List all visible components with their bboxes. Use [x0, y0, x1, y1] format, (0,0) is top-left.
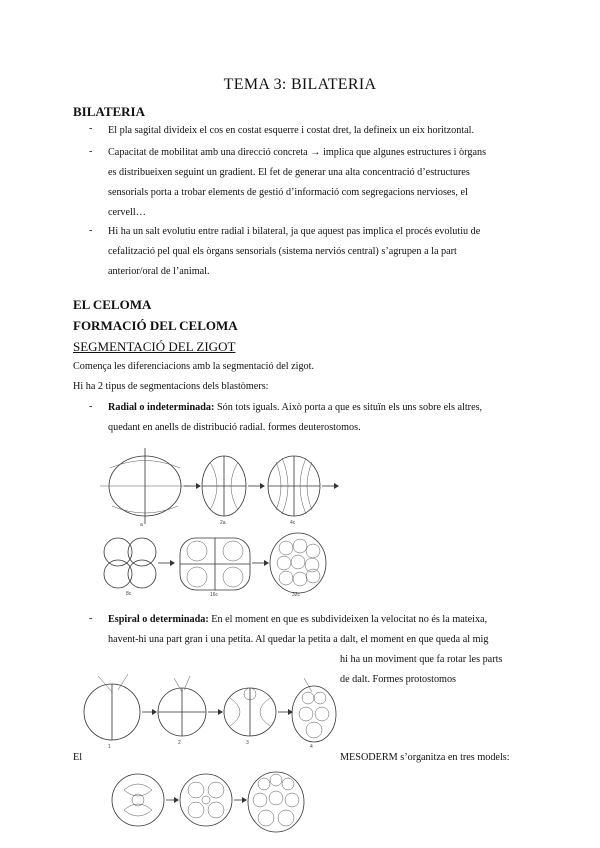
radial-term: Radial o indeterminada:: [108, 402, 215, 413]
text-line: cefalització pel qual els òrgans sensorials (sistema nerviós central) s’agrupen a la part: [108, 246, 457, 257]
figure-label: 16c: [210, 592, 219, 598]
figure-label: 32c: [292, 592, 301, 598]
bullet-dash: -: [89, 146, 93, 157]
figure-label: 1: [108, 744, 111, 750]
mesoderm-right-text: MESODERM s’organitza en tres models:: [340, 752, 510, 763]
bilateria-item-3: [108, 222, 480, 282]
espiral-term: Espiral o determinada:: [108, 614, 209, 625]
embryo-stage-4: [104, 538, 156, 588]
embryo-stage-3: [268, 456, 320, 516]
mesoderm-stage-1: [112, 774, 164, 826]
embryo-stage-1: [100, 448, 190, 524]
text-line: Hi ha un salt evolutiu entre radial i bilateral, ja que aquest pas implica el procés evolutiu de: [108, 226, 481, 237]
espiral-text-2: havent-hi una part gran i una petita. Al quedar la petita a dalt, el moment en que queda al mig: [108, 634, 489, 645]
spiral-cleavage-figure: [78, 664, 338, 750]
figure-label: a: [140, 522, 143, 528]
espiral-paragraph: [108, 610, 488, 650]
figure-label: 3: [246, 740, 249, 746]
radial-text-2: quedant en anells de distribució radial. formes deuterostomos.: [108, 422, 361, 433]
spiral-stage-3: [224, 688, 276, 736]
figure-label: 2: [178, 740, 181, 746]
figure-label: 2a: [220, 520, 226, 526]
mesoderm-stage-3: [248, 772, 304, 832]
radial-text: Són tots iguals. Això porta a que es situïn els uns sobre els altres,: [214, 402, 483, 413]
embryo-stage-5: [180, 538, 250, 590]
celoma-intro: [73, 357, 314, 397]
radial-cleavage-figure: [100, 448, 340, 598]
text-line: Hi ha 2 tipus de segmentacions dels blastòmers:: [73, 381, 269, 392]
spiral-stage-4: [292, 678, 336, 742]
subheading-segmentacio: SEGMENTACIÓ DEL ZIGOT: [73, 339, 236, 354]
espiral-text: En el moment en que es subdivideixen la velocitat no és la mateixa,: [208, 614, 488, 625]
bullet-dash: -: [89, 225, 93, 236]
section-heading-celoma: EL CELOMA: [73, 297, 152, 312]
bilateria-item-2: [108, 143, 486, 223]
embryo-stage-6: [270, 533, 326, 593]
bullet-dash: -: [89, 123, 93, 134]
text-line: anterior/oral de l’animal.: [108, 266, 210, 277]
text-line: Capacitat de mobilitat amb una direcció concreta → implica que algunes estructures i òrgans: [108, 147, 487, 158]
bilateria-item-1: [108, 121, 474, 141]
figure-label: 4c: [290, 520, 296, 526]
page-title: TEMA 3: BILATERIA: [223, 76, 377, 93]
embryo-stage-2: [202, 456, 246, 516]
radial-paragraph: [108, 398, 482, 438]
text-line: El pla sagital divideix el cos en costat esquerre i costat dret, la defineix un eix horitzontal.: [108, 125, 475, 136]
text-line: cervell…: [108, 207, 146, 218]
mesoderm-left-text: El: [73, 752, 83, 763]
text-line: sensorials porta a trobar elements de gestió d’informació com segregacions nervioses, el: [108, 187, 468, 198]
mesoderm-figure: [110, 760, 310, 840]
spiral-stage-2: [158, 676, 206, 736]
bullet-dash: -: [89, 613, 93, 624]
bullet-dash: -: [89, 401, 93, 412]
espiral-text-3: [340, 650, 502, 690]
text-line: es distribueixen seguint un gradient. El fet de generar una alta concentració d’estructures: [108, 167, 470, 178]
section-heading-formacio: FORMACIÓ DEL CELOMA: [73, 318, 238, 333]
mesoderm-stage-2: [180, 774, 232, 826]
text-line: hi ha un moviment que fa rotar les parts: [340, 654, 503, 665]
figure-label: 8c: [126, 591, 132, 597]
section-heading-bilateria: BILATERIA: [73, 104, 146, 119]
spiral-stage-1: [84, 674, 140, 740]
text-line: Comença les diferenciacions amb la segmentació del zigot.: [73, 361, 315, 372]
text-line: de dalt. Formes protostomos: [340, 674, 457, 685]
figure-label: 4: [310, 744, 313, 750]
